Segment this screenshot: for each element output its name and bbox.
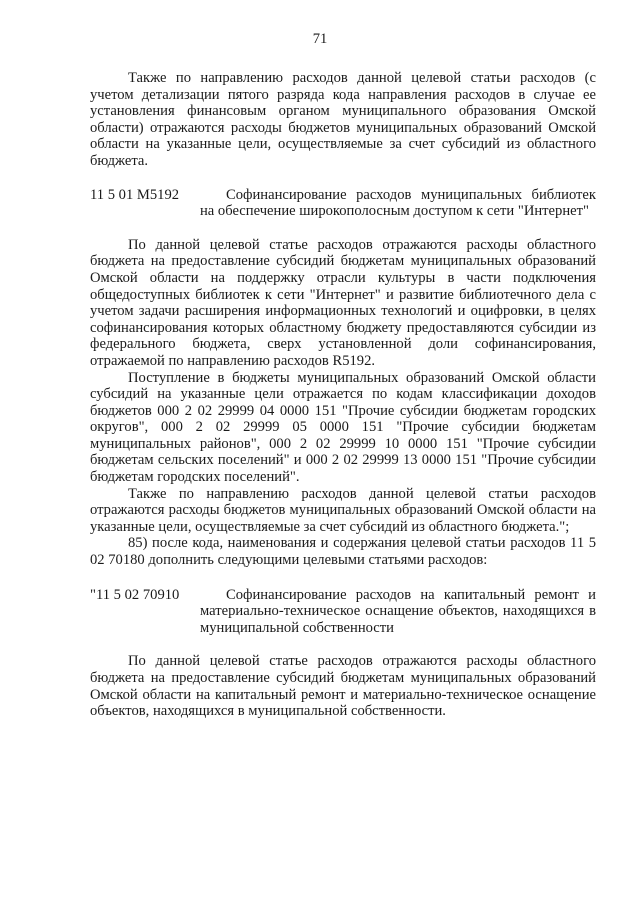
budget-entry-11-5-01-m5192 [90,187,596,220]
entry-title: Софинансирование расходов на капитальный ремонт и материально-техническое оснащение объектов, находящихся в муниципальной собственности [200,586,596,636]
paragraph-item-85: 85) после кода, наименования и содержания целевой статьи расходов 11 5 02 70180 дополнить следующими целевыми статьями расходов: [90,535,596,569]
paragraph-capital-repair: По данной целевой статье расходов отражаются расходы областного бюджета на предоставление субсидий бюджетам муниципальных образований Омской области на капитальный ремонт и материально-техническое оснащение объектов, находящихся в муниципальной собственности. [90,653,596,720]
page-number: 71 [312,31,328,47]
document-body [90,70,596,720]
entry-code: "11 5 02 70910 [90,586,180,603]
paragraph-income-codes: Поступление в бюджеты муниципальных образований Омской области субсидий на указанные цели отражается по кодам классификации доходов бюджетов 000 2 02 29999 04 0000 151 "Прочие субсидии бюджетам городских округов", 000 2 02 29999 05 0000 151 "Прочие субсидии бюджетам муниципальных районов", 000 2 02 29999 10 0000 151 "Прочие субсидии бюджетам сельских поселений" и 000 2 02 29999 13 0000 151 "Прочие субсидии бюджетам городских поселений". [90,369,596,486]
entry-title: Софинансирование расходов муниципальных библиотек на обеспечение широкополосным доступом к сети "Интернет" [200,186,596,220]
budget-entry-11-5-02-70910 [90,587,596,637]
entry-code: 11 5 01 M5192 [90,186,180,203]
paragraph-funding-note-2: Также по направлению расходов данной целевой статьи расходов отражаются расходы бюджетов муниципальных образований Омской области на указанные цели, осуществляемые за счет субсидий из областного бюджета."; [90,485,596,535]
paragraph-library-internet: По данной целевой статье расходов отражаются расходы областного бюджета на предоставление субсидий бюджетам муниципальных образований Омской области на поддержку отрасли культуры в части подключения общедоступных библиотек к сети "Интернет" и развитие библиотечного дела с учетом задачи расширения информационных технологий и оцифровки, в целях софинансирования которых областному бюджету предоставляются субсидии из федерального бюджета, сверх установленной доли софинансирования, отражаемой по направлению расходов R5192. [90,236,596,369]
paragraph-funding-note-1: Также по направлению расходов данной целевой статьи расходов (с учетом детализации пятого разряда кода направления расходов в случае ее установления финансовым органом муниципального образования Омской области) отражаются расходы бюджетов муниципальных образований Омской области на указанные цели, осуществляемые за счет субсидий из областного бюджета. [90,70,596,169]
